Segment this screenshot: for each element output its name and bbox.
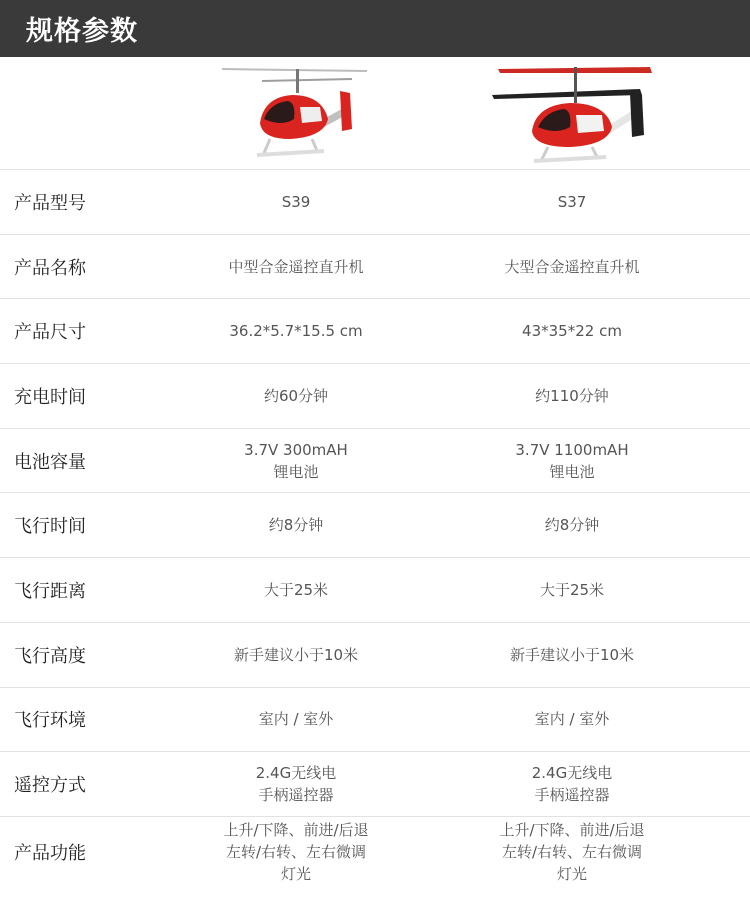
spec-row-flight-time <box>0 493 750 558</box>
s37-value: S37 <box>557 192 587 211</box>
s39-value: 室内 / 室外 <box>258 710 334 729</box>
spec-row-functions <box>0 817 750 887</box>
s39-helicopter-image <box>212 61 382 165</box>
s37-value: 43*35*22 cm <box>522 322 622 341</box>
s39-value: 3.7V 300mAH 锂电池 <box>244 440 348 481</box>
row-label: 充电时间 <box>14 386 86 408</box>
spec-row-model <box>0 170 750 235</box>
s37-helicopter-image <box>490 61 660 165</box>
row-label: 产品功能 <box>14 842 86 864</box>
spec-row-flight-height <box>0 623 750 688</box>
s39-value: 中型合金遥控直升机 <box>228 257 364 276</box>
spec-row-size <box>0 299 750 364</box>
section-title: 规格参数 <box>26 16 138 47</box>
s37-value: 大型合金遥控直升机 <box>504 257 640 276</box>
spec-row-charge-time <box>0 364 750 429</box>
s37-value: 大于25米 <box>539 580 605 599</box>
s39-value: 约60分钟 <box>263 386 329 405</box>
row-label: 产品型号 <box>14 192 86 214</box>
row-label: 产品尺寸 <box>14 322 86 344</box>
row-label: 飞行高度 <box>14 645 86 667</box>
spec-row-environment <box>0 688 750 753</box>
spec-row-name <box>0 235 750 300</box>
row-label: 遥控方式 <box>14 775 86 797</box>
spec-row-flight-distance <box>0 558 750 623</box>
s39-value: 上升/下降、前进/后退 左转/右转、左右微调 灯光 <box>223 820 369 883</box>
s37-value: 约8分钟 <box>544 516 600 535</box>
product-images-row <box>0 57 750 170</box>
s37-value: 2.4G无线电 手柄遥控器 <box>531 764 613 805</box>
spec-table <box>0 170 750 887</box>
row-label: 产品名称 <box>14 257 86 279</box>
s39-value: S39 <box>281 192 311 211</box>
spec-row-control <box>0 752 750 817</box>
row-label: 飞行时间 <box>14 516 86 538</box>
row-label: 飞行距离 <box>14 580 86 602</box>
s37-value: 约110分钟 <box>535 386 609 405</box>
s39-value: 新手建议小于10米 <box>233 645 359 664</box>
spec-row-battery <box>0 429 750 494</box>
s39-value: 约8分钟 <box>268 516 324 535</box>
s37-value: 室内 / 室外 <box>534 710 610 729</box>
s39-value: 2.4G无线电 手柄遥控器 <box>255 764 337 805</box>
row-label: 电池容量 <box>14 451 86 473</box>
s39-value: 36.2*5.7*15.5 cm <box>229 322 363 341</box>
section-header <box>0 0 750 57</box>
s39-value: 大于25米 <box>263 580 329 599</box>
s37-value: 上升/下降、前进/后退 左转/右转、左右微调 灯光 <box>499 820 645 883</box>
s37-value: 3.7V 1100mAH 锂电池 <box>515 440 629 481</box>
row-label: 飞行环境 <box>14 710 86 732</box>
s37-value: 新手建议小于10米 <box>509 645 635 664</box>
